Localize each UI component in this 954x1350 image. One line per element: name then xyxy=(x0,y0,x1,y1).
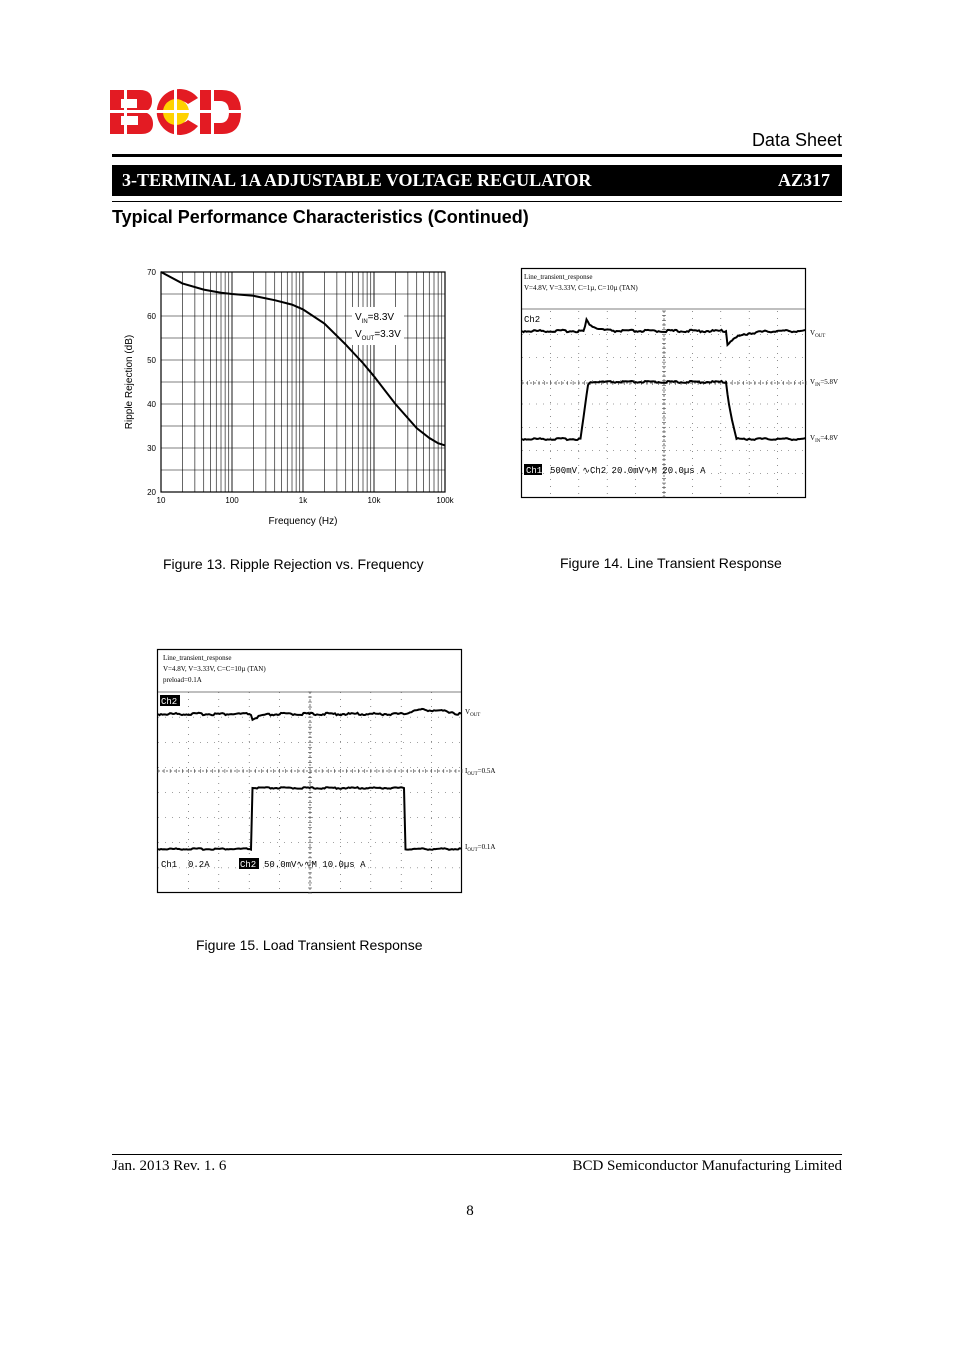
chart-grid xyxy=(161,272,445,492)
ch1-badge-text: Ch1 xyxy=(526,466,543,476)
title-bar xyxy=(112,165,842,196)
scope-conditions: V=4.8V, V=3.33V, C=C=10µ (TAN) xyxy=(163,665,266,673)
vout-label: $V_{OUT}$ xyxy=(465,708,481,718)
scope-preload: preload=0.1A xyxy=(163,676,202,684)
footer-rule xyxy=(112,1154,842,1155)
iout-low-label: $I_{OUT}=0.1A$ xyxy=(465,843,496,853)
x-tick-label: 100k xyxy=(436,496,454,505)
footer-company: BCD Semiconductor Manufacturing Limited xyxy=(572,1158,842,1174)
load-transient-scope xyxy=(156,648,506,898)
bcd-logo xyxy=(110,88,242,136)
annotation-vout: $V_{OUT}=3.3V$ xyxy=(355,329,401,342)
y-tick-label: 50 xyxy=(147,356,156,365)
y-tick-label: 70 xyxy=(147,268,156,277)
header-rule xyxy=(112,154,842,157)
scope-settings: 50.0mV∿∿M 10.0µs A xyxy=(264,860,366,870)
y-axis-label: Ripple Rejection (dB) xyxy=(124,334,135,430)
part-number: AZ317 xyxy=(777,170,830,190)
x-tick-label: 10k xyxy=(367,496,381,505)
channel-label: Ch2 xyxy=(161,697,178,707)
section-title: Typical Performance Characteristics (Continued) xyxy=(112,207,529,227)
ch1-scale: 0.2A xyxy=(188,860,210,870)
x-axis-label: Frequency (Hz) xyxy=(268,516,338,527)
footer-date-revision: Jan. 2013 Rev. 1. 6 xyxy=(112,1158,227,1174)
page-number: 8 xyxy=(466,1203,474,1219)
ch1-label: Ch1 xyxy=(161,860,178,870)
scope-title: Line_transient_response xyxy=(163,654,232,662)
y-tick-label: 40 xyxy=(147,400,156,409)
scope-title: Line_transient_response xyxy=(524,273,593,281)
iout-high-label: $I_{OUT}=0.5A$ xyxy=(465,767,496,777)
figure-15-caption: Figure 15. Load Transient Response xyxy=(196,937,423,953)
figure-14-caption: Figure 14. Line Transient Response xyxy=(560,555,782,571)
y-tick-label: 60 xyxy=(147,312,156,321)
line-transient-scope xyxy=(520,267,852,502)
ch2-settings-badge-text: Ch2 xyxy=(240,860,257,870)
x-tick-label: 10 xyxy=(156,496,166,505)
annotation-vin: $V_{IN}=8.3V$ xyxy=(355,312,395,325)
x-tick-labels xyxy=(157,496,455,505)
vout-label: $V_{OUT}$ xyxy=(810,329,826,339)
y-tick-label: 30 xyxy=(147,444,156,453)
document-type: Data Sheet xyxy=(751,130,842,150)
title-rule xyxy=(112,201,842,202)
y-tick-labels xyxy=(147,268,156,497)
product-title: 3-TERMINAL 1A ADJUSTABLE VOLTAGE REGULATOR xyxy=(122,170,592,190)
x-tick-label: 100 xyxy=(225,496,239,505)
channel-label: Ch2 xyxy=(524,315,541,325)
scope-settings: 500mV ∿Ch2 20.0mV∿M 20.0µs A xyxy=(550,466,706,476)
vin-high-label: $V_{IN}=5.8V$ xyxy=(810,378,839,388)
y-tick-label: 20 xyxy=(147,488,156,497)
x-tick-label: 1k xyxy=(298,496,308,505)
vin-low-label: $V_{IN}=4.8V$ xyxy=(810,434,839,444)
scope-conditions: V=4.8V, V=3.33V, C=1µ, C=10µ (TAN) xyxy=(524,284,638,292)
ripple-rejection-chart xyxy=(115,262,465,537)
figure-13-caption: Figure 13. Ripple Rejection vs. Frequency xyxy=(163,556,424,572)
